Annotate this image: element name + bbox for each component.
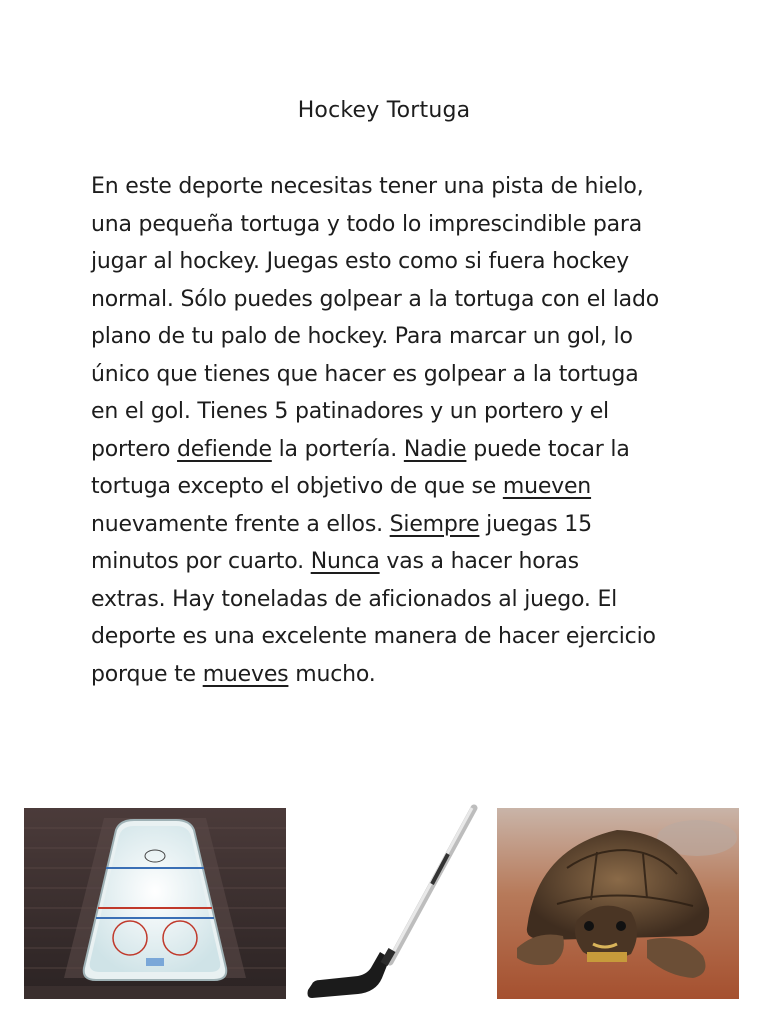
text-run: nuevamente frente a ellos. <box>91 511 390 537</box>
paragraph-line <box>91 468 691 506</box>
text-run: mucho. <box>288 661 376 687</box>
underlined-word: mueven <box>502 474 592 499</box>
paragraph-line <box>91 318 691 356</box>
text-run: extras. Hay toneladas de aficionados al juego. El <box>91 586 618 612</box>
turtle-photo <box>497 808 739 999</box>
underlined-word: defiende <box>177 436 272 462</box>
paragraph-line <box>91 393 691 431</box>
underlined-word: Siempre <box>389 511 480 537</box>
underlined-word: mueves <box>202 661 289 687</box>
text-run: porque te <box>91 661 203 687</box>
paragraph-line <box>91 356 691 394</box>
paragraph-line <box>91 168 691 206</box>
paragraph-line <box>91 243 691 281</box>
body-paragraph <box>91 168 691 693</box>
paragraph-line <box>91 431 691 469</box>
text-run: puede tocar la <box>466 436 630 462</box>
hockey-stick-photo <box>298 802 488 1002</box>
text-run: único que tienes que hacer es golpear a la tortuga <box>91 361 639 387</box>
text-run: En este deporte necesitas tener una pista de hielo, <box>91 174 644 199</box>
ice-rink-photo <box>24 808 286 999</box>
text-run: la portería. <box>271 436 404 462</box>
text-run: portero <box>91 436 178 462</box>
text-run: normal. Sólo puedes golpear a la tortuga con el lado <box>91 286 659 312</box>
paragraph-line <box>91 543 691 581</box>
text-run: plano de tu palo de hockey. Para marcar un gol, lo <box>91 324 633 349</box>
text-run: una pequeña tortuga y todo lo imprescindible para <box>91 211 643 237</box>
text-run: en el gol. Tienes 5 patinadores y un portero y el <box>91 399 609 424</box>
text-run: jugar al hockey. Juegas esto como si fuera hockey <box>91 249 629 274</box>
text-run: tortuga excepto el objetivo de que se <box>91 474 503 499</box>
underlined-word: Nadie <box>403 436 467 462</box>
paragraph-line <box>91 281 691 319</box>
paragraph-line <box>91 206 691 244</box>
paragraph-line <box>91 581 691 619</box>
page-title: Hockey Tortuga <box>297 98 471 123</box>
paragraph-line <box>91 618 691 656</box>
text-run: deporte es una excelente manera de hacer ejercicio <box>91 624 656 649</box>
paragraph-line <box>91 656 691 694</box>
text-run: minutos por cuarto. <box>91 549 311 574</box>
text-run: vas a hacer horas <box>379 549 579 574</box>
text-run: juegas 15 <box>479 511 592 537</box>
underlined-word: Nunca <box>310 549 380 574</box>
paragraph-line <box>91 506 691 544</box>
